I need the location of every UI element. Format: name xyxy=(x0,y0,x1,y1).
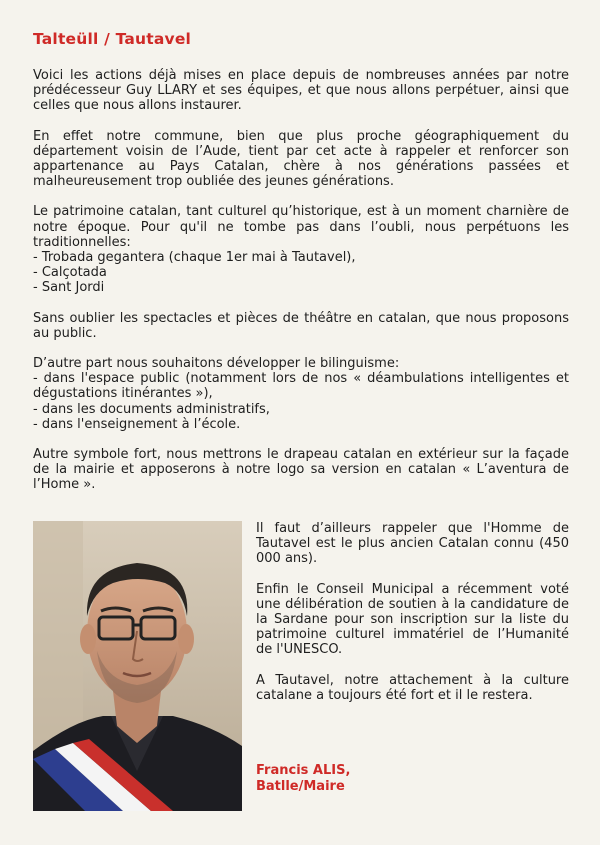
signature-name: Francis ALIS, xyxy=(256,763,351,778)
mayor-photo xyxy=(33,521,242,811)
list-item: - Calçotada xyxy=(33,265,107,281)
signature xyxy=(256,763,350,795)
lower-section xyxy=(33,521,569,811)
paragraph-attachement: A Tautavel, notre attachement à la culture catalane a toujours été fort et il le restera. xyxy=(256,672,569,703)
list-item: - Trobada gegantera (chaque 1er mai à Tautavel), xyxy=(33,250,356,266)
bilinguisme-list xyxy=(33,371,569,432)
list-item: - dans l'enseignement à l’école. xyxy=(33,416,241,432)
paragraph-intro: Voici les actions déjà mises en place depuis de nombreuses années par notre prédécesseur Guy LLARY et ses équipes, et que nous allons perpétuer, ainsi que celles que nous allons instaurer. xyxy=(33,68,569,114)
list-item: - dans les documents administratifs, xyxy=(33,401,270,417)
portrait-image xyxy=(33,521,242,811)
traditions-list xyxy=(33,250,569,296)
paragraph-drapeau: Autre symbole fort, nous mettrons le drapeau catalan en extérieur sur la façade de la mairie et apposerons à notre logo sa version en catalan « L’aventura de l’Home ». xyxy=(33,447,569,493)
paragraph-homme-tautavel: Il faut d’ailleurs rappeler que l'Homme de Tautavel est le plus ancien Catalan connu (450 000 ans). xyxy=(256,521,569,567)
paragraph-bilinguisme-block xyxy=(33,356,569,432)
paragraph-bilinguisme: D’autre part nous souhaitons développer le bilinguisme: xyxy=(33,356,400,372)
right-column-text xyxy=(256,521,569,718)
paragraph-sardane: Enfin le Conseil Municipal a récemment voté une délibération de soutien à la candidature de la Sardane pour son inscription sur la liste du patrimoine culturel immatériel de l’Humanité de l'UNESCO. xyxy=(256,581,569,658)
paragraph-spectacles: Sans oublier les spectacles et pièces de théâtre en catalan, que nous proposons au public. xyxy=(33,310,569,341)
list-item: - Sant Jordi xyxy=(33,280,105,296)
paragraph-patrimoine-block xyxy=(33,204,569,295)
paragraph-commune: En effet notre commune, bien que plus proche géographiquement du département voisin de l’Aude, tient par cet acte à rappeler et renforcer son appartenance au Pays Catalan, chère à nos générations passées et malheureusement trop oubliée des jeunes générations. xyxy=(33,128,569,190)
main-text xyxy=(33,68,569,508)
list-item: - dans l'espace public (notamment lors de nos « déambulations intelligentes et dégustations itinérantes »), xyxy=(33,371,569,402)
paragraph-patrimoine: Le patrimoine catalan, tant culturel qu’historique, est à un moment charnière de notre époque. Pour qu'il ne tombe pas dans l’oubli, nous perpétuons les traditionnelles: xyxy=(33,204,569,250)
page-title: Talteüll / Tautavel xyxy=(33,30,192,48)
signature-role: Batlle/Maire xyxy=(256,779,345,794)
